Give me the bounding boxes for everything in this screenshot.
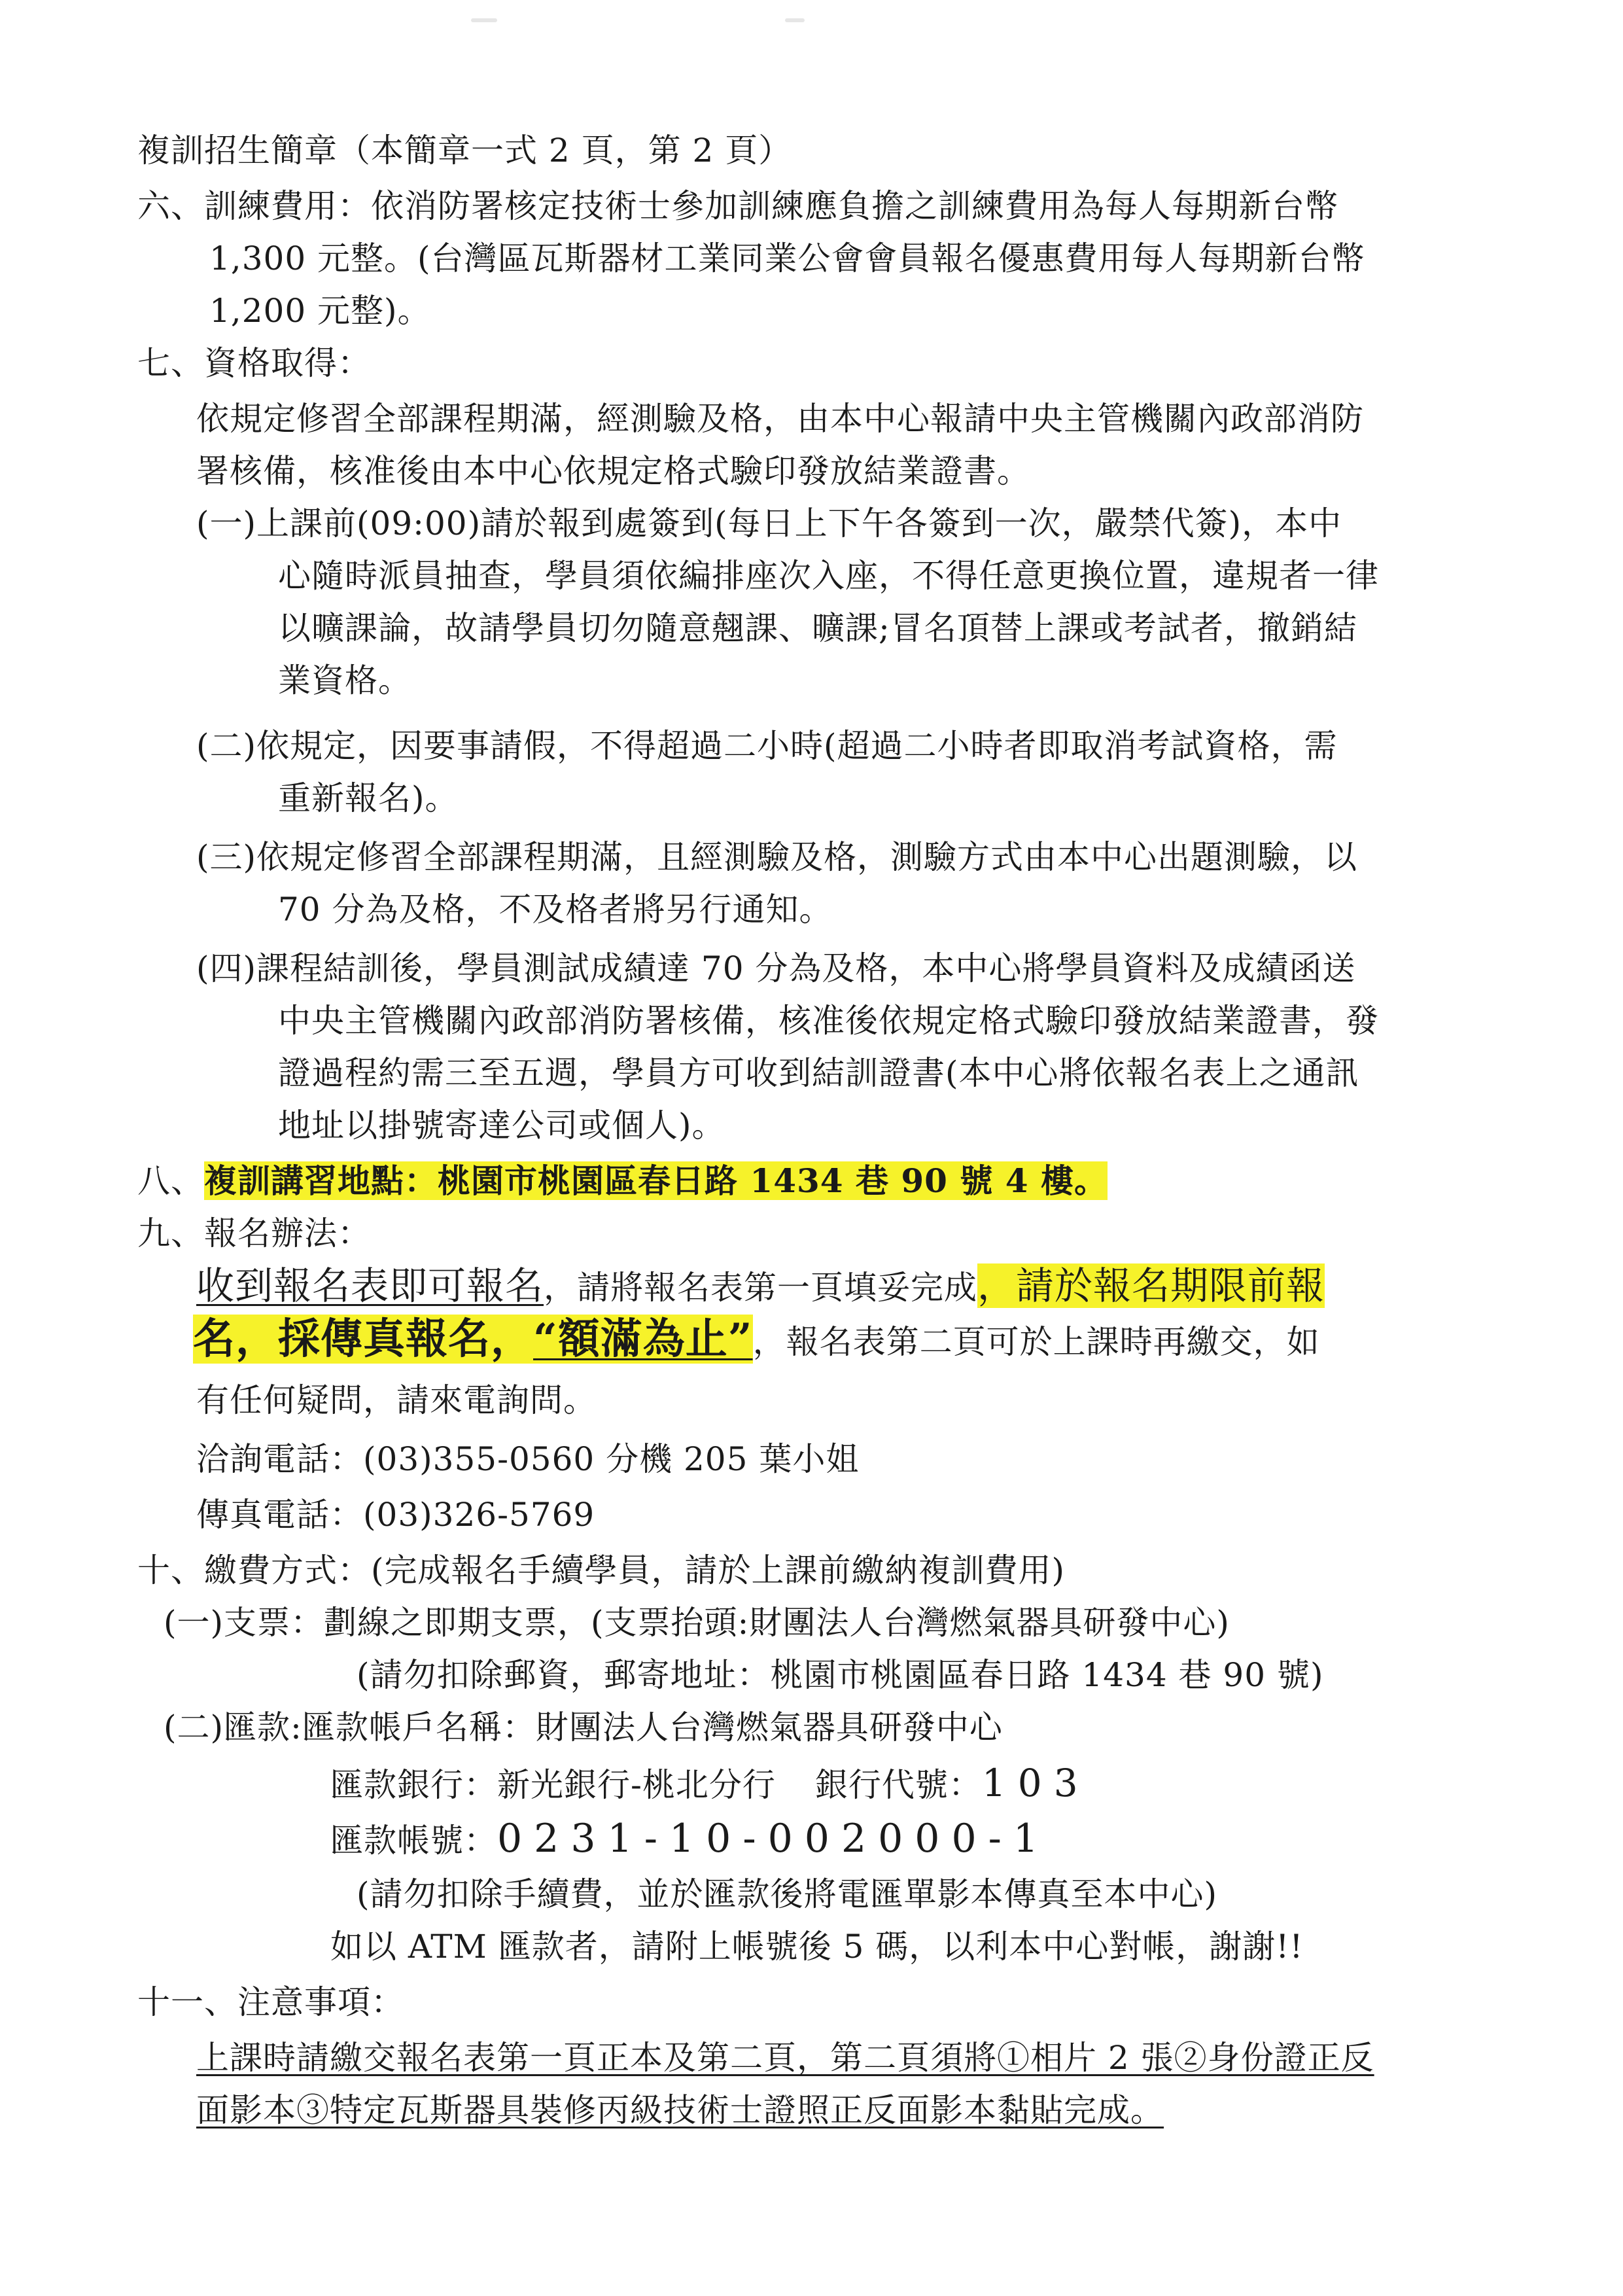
section-7-item-4-line-4: 地址以掛號寄達公司或個人)。 xyxy=(278,1106,725,1144)
deadline-highlight: ，請於報名期限前報 xyxy=(977,1263,1325,1308)
scan-artifact xyxy=(471,18,497,22)
page-title: 複訓招生簡章（本簡章一式 2 頁，第 2 頁） xyxy=(137,132,792,169)
section-9-line-2 xyxy=(193,1316,1320,1365)
section-7-item-3-line-2: 70 分為及格，不及格者將另行通知。 xyxy=(278,891,833,928)
section-9-heading: 九、報名辦法： xyxy=(137,1214,371,1252)
section-7-heading: 七、資格取得： xyxy=(137,344,371,382)
section-9-line-3: 有任何疑問，請來電詢問。 xyxy=(196,1381,597,1419)
section-7-item-3-line-1: (三)依規定修習全部課程期滿，且經測驗及格，測驗方式由本中心出題測驗，以 xyxy=(196,838,1358,876)
scan-artifact xyxy=(785,18,805,22)
remit-note-1: (請勿扣除手續費，並於匯款後將電匯單影本傳真至本中心) xyxy=(357,1875,1218,1913)
section-9-line-1 xyxy=(196,1263,1325,1311)
until-full-highlight: “額滿為止” xyxy=(533,1315,753,1364)
bank-code: 103 xyxy=(981,1761,1090,1805)
section-6-line-2: 1,300 元整。(台灣區瓦斯器材工業同業公會會員報名優惠費用每人每期新台幣 xyxy=(209,239,1365,277)
training-location-highlight: 複訓講習地點：桃園市桃園區春日路 1434 巷 90 號 4 樓。 xyxy=(204,1161,1108,1200)
remit-bank-line xyxy=(330,1760,1090,1808)
payment-check-line-2: (請勿扣除郵資，郵寄地址：桃園市桃園區春日路 1434 巷 90 號) xyxy=(357,1656,1324,1694)
inquiry-phone: 洽詢電話：(03)355-0560 分機 205 葉小姐 xyxy=(196,1440,860,1478)
section-6-line-1: 六、訓練費用：依消防署核定技術士參加訓練應負擔之訓練費用為每人每期新台幣 xyxy=(137,187,1338,225)
account-number: 0231-10-002000-1 xyxy=(497,1816,1051,1862)
section-7-item-2-line-1: (二)依規定，因要事請假，不得超過二小時(超過二小時者即取消考試資格，需 xyxy=(196,727,1338,765)
notice-line-1: 上課時請繳交報名表第一頁正本及第二頁，第二頁須將①相片 2 張②身份證正反 xyxy=(196,2039,1374,2077)
account-label: 匯款帳號： xyxy=(330,1822,497,1860)
section-7-intro-2: 署核備，核准後由本中心依規定格式驗印發放結業證書。 xyxy=(196,452,1030,490)
remit-note-2: 如以 ATM 匯款者，請附上帳號後 5 碼，以利本中心對帳，謝謝!! xyxy=(330,1928,1304,1966)
section-7-item-4-line-2: 中央主管機關內政部消防署核備，核准後依規定格式驗印發放結業證書，發 xyxy=(278,1002,1379,1040)
section-7-item-2-line-2: 重新報名)。 xyxy=(278,779,459,817)
registration-emphasis: 收到報名表即可報名 xyxy=(196,1263,544,1308)
section-7-item-1-line-4: 業資格。 xyxy=(278,662,411,699)
section-8 xyxy=(137,1158,1108,1204)
section-7-intro-1: 依規定修習全部課程期滿，經測驗及格，由本中心報請中央主管機關內政部消防 xyxy=(196,400,1364,438)
section-7-item-1-line-1: (一)上課前(09:00)請於報到處簽到(每日上下午各簽到一次，嚴禁代簽)，本中 xyxy=(196,504,1342,542)
section-7-item-1-line-3: 以曠課論，故請學員切勿隨意翹課、曠課;冒名頂替上課或考試者，撤銷結 xyxy=(278,609,1357,647)
payment-check-line-1: (一)支票：劃線之即期支票，(支票抬頭:財團法人台灣燃氣器具研發中心) xyxy=(164,1604,1230,1642)
section-8-prefix: 八、 xyxy=(137,1162,204,1200)
section-9-line-1-middle: ，請將報名表第一頁填妥完成 xyxy=(544,1269,978,1307)
remit-account-line xyxy=(330,1816,1050,1863)
section-7-item-4-line-3: 證過程約需三至五週，學員方可收到結訓證書(本中心將依報名表上之通訊 xyxy=(278,1054,1359,1092)
payment-remit-line-1: (二)匯款:匯款帳戶名稱：財團法人台灣燃氣器具研發中心 xyxy=(164,1708,1003,1746)
section-11-heading: 十一、注意事項： xyxy=(137,1983,404,2021)
section-7-item-4-line-1: (四)課程結訓後，學員測試成績達 70 分為及格，本中心將學員資料及成績函送 xyxy=(196,949,1356,987)
section-9-line-2-rest: ，報名表第二頁可於上課時再繳交，如 xyxy=(752,1323,1320,1361)
fax-registration-highlight: 名，採傳真報名， xyxy=(193,1315,533,1364)
fax-number: 傳真電話：(03)326-5769 xyxy=(196,1496,595,1534)
section-7-item-1-line-2: 心隨時派員抽查，學員須依編排座次入座，不得任意更換位置，違規者一律 xyxy=(278,557,1379,595)
bank-code-label: 銀行代號： xyxy=(814,1766,982,1804)
notice-line-2: 面影本③特定瓦斯器具裝修丙級技術士證照正反面影本黏貼完成。 xyxy=(196,2091,1164,2129)
remit-bank: 匯款銀行：新光銀行-桃北分行 xyxy=(330,1766,776,1804)
section-10-heading: 十、繳費方式：(完成報名手續學員，請於上課前繳納複訓費用) xyxy=(137,1551,1066,1589)
section-6-line-3: 1,200 元整)。 xyxy=(209,292,431,330)
